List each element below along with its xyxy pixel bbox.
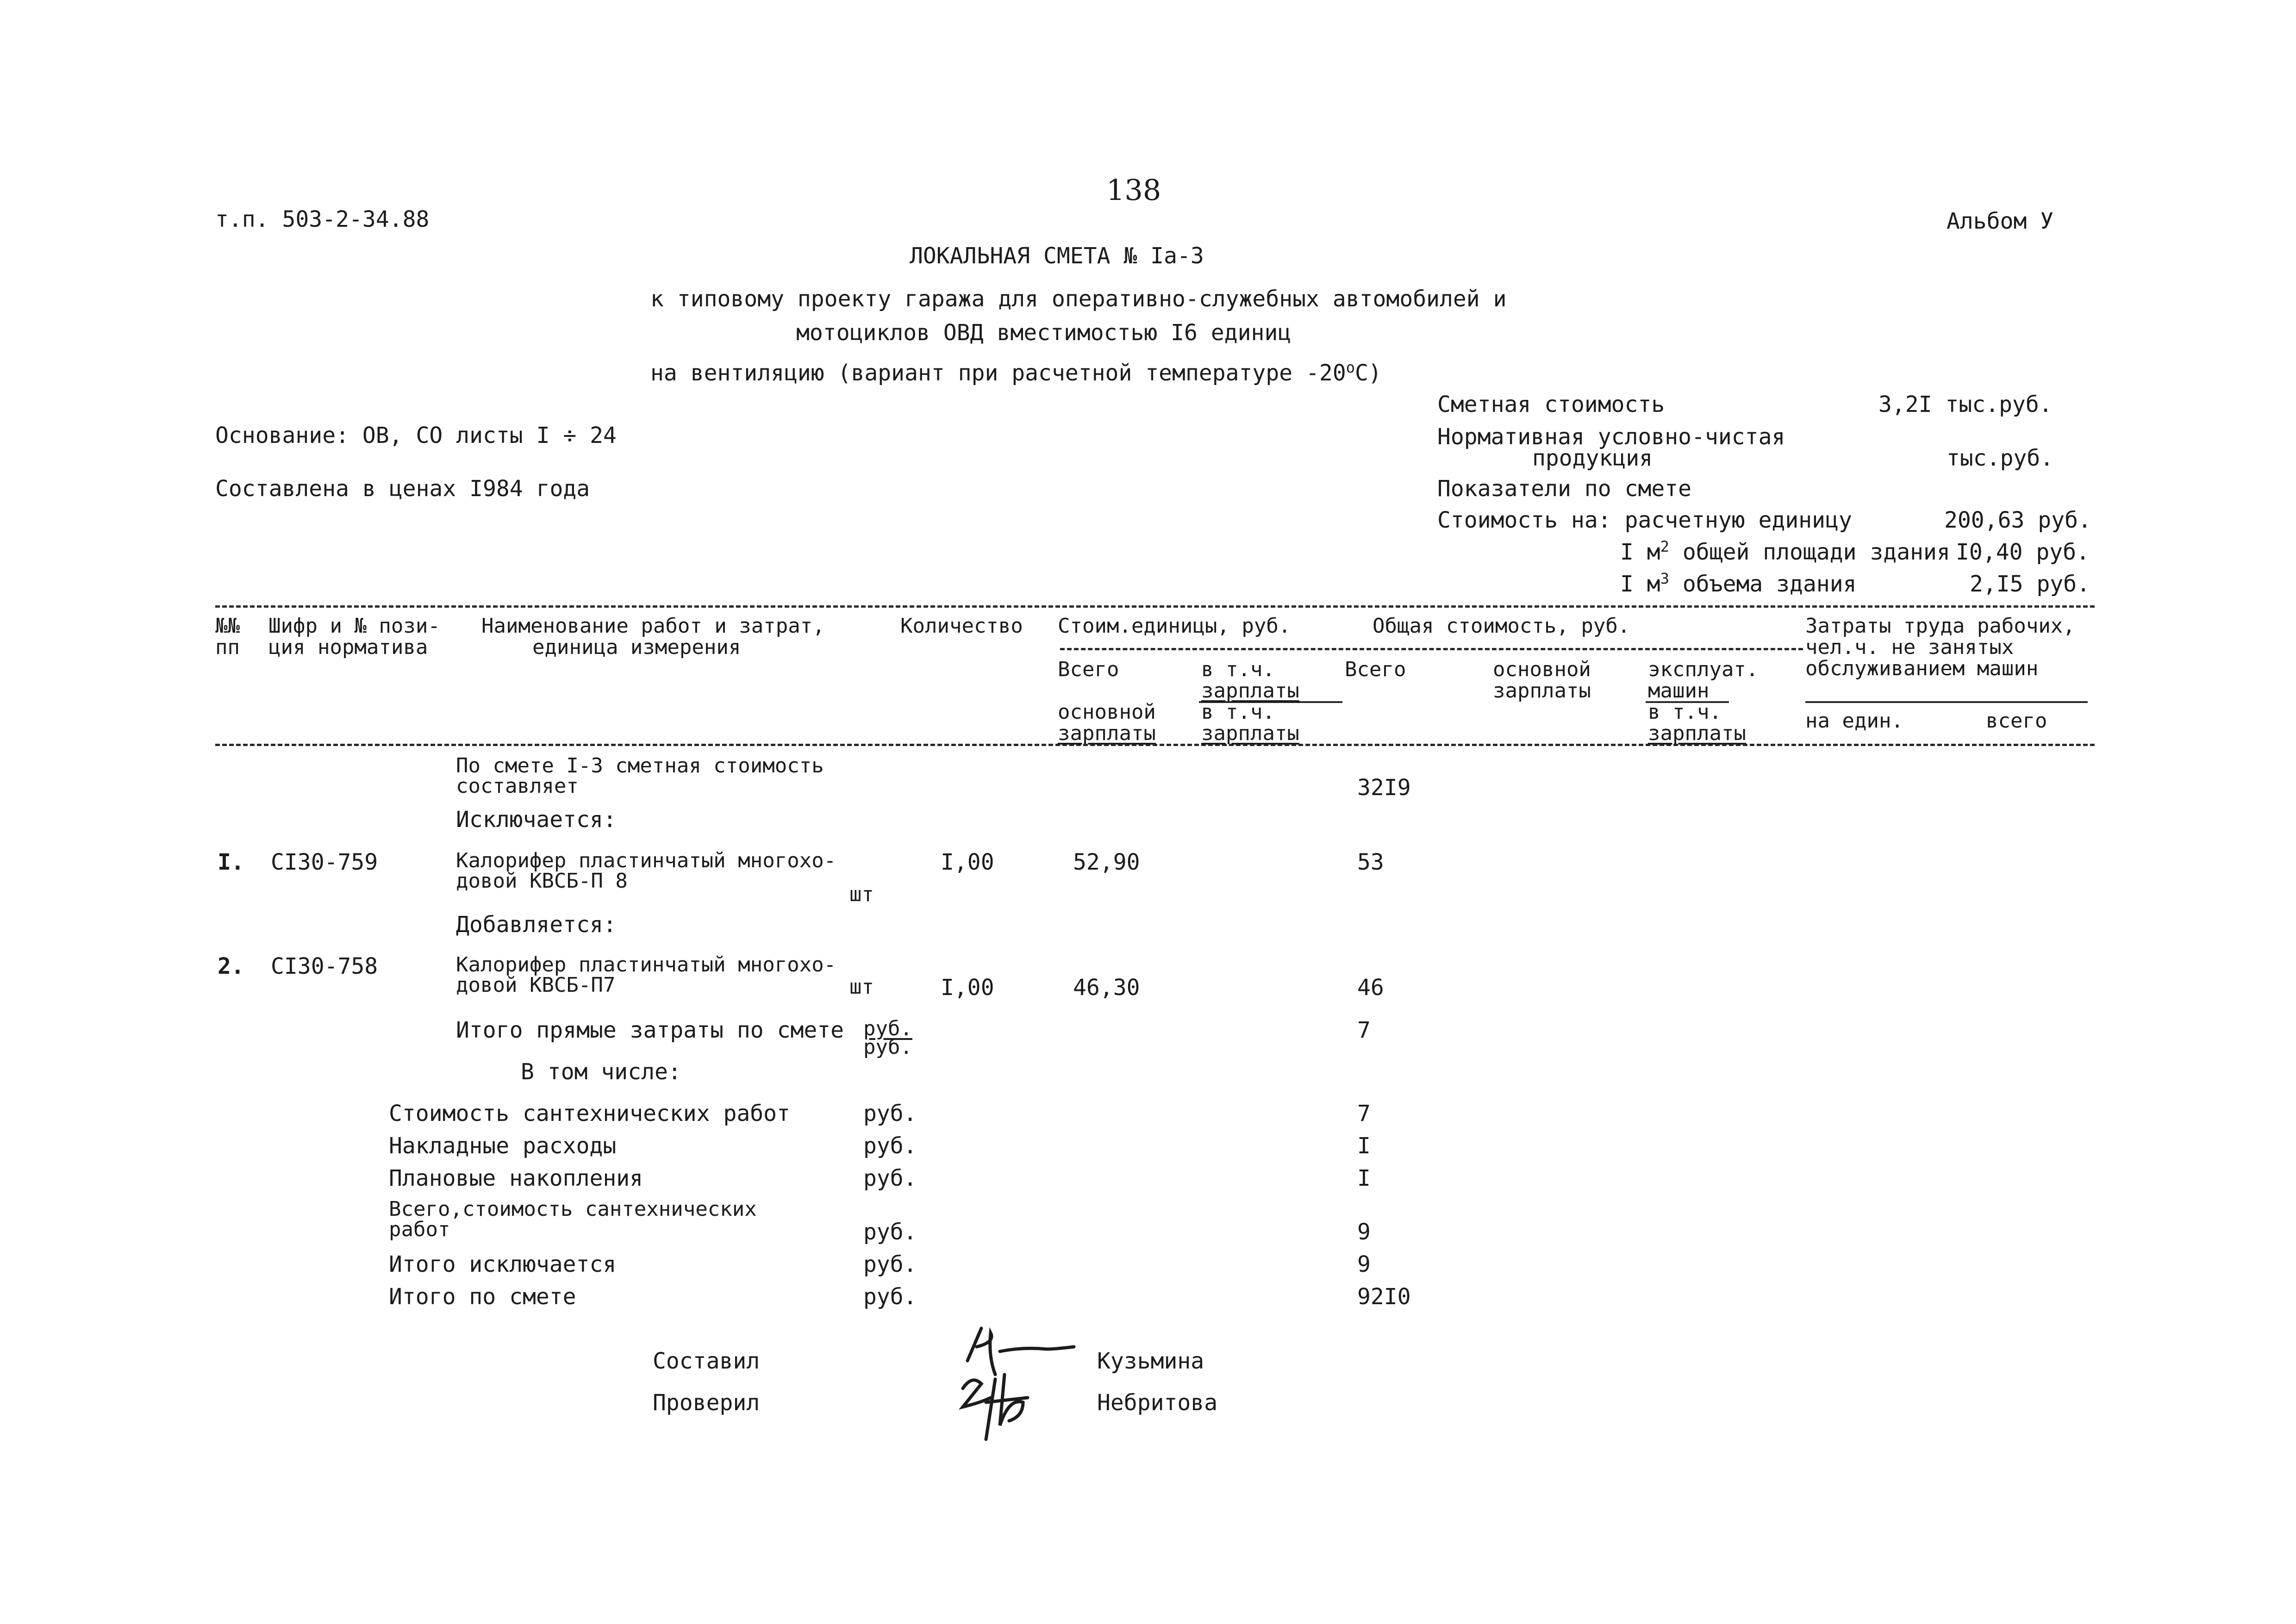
row-2-name-2: довой КВСБ-П7 xyxy=(456,973,616,997)
totals-label-2: Накладные расходы xyxy=(389,1133,617,1159)
including-heading: В том числе: xyxy=(521,1059,681,1085)
col-total-mach xyxy=(1648,659,1758,702)
signature-2-image xyxy=(954,1370,1065,1444)
row-1-name-1: Калорифер пластинчатый многохо- xyxy=(456,849,836,872)
totals-value-6: 92I0 xyxy=(1357,1284,1411,1310)
row-2-number: 2. xyxy=(218,953,244,979)
row-1-name-2: довой КВСБ-П 8 xyxy=(456,869,628,893)
col-unit-base-1: основной xyxy=(1058,700,1156,724)
col-total-cost: Общая стоимость, руб. xyxy=(1373,614,1630,638)
direct-costs-label: Итого прямые затраты по смете xyxy=(456,1017,844,1043)
direct-costs-unit xyxy=(863,1018,912,1058)
col-unit-base xyxy=(1058,702,1156,744)
basis-line: Основание: ОВ, СО листы I ÷ 24 xyxy=(215,423,617,448)
col-total-mach-incl-2: зарплаты xyxy=(1648,722,1746,745)
added-heading: Добавляется: xyxy=(456,912,617,938)
totals-value-4: 9 xyxy=(1357,1219,1371,1245)
col-name-1: Наименование работ и затрат, xyxy=(481,614,825,638)
totals-unit-4: руб. xyxy=(863,1219,917,1245)
col-unit-cost: Стоим.единицы, руб. xyxy=(1058,614,1291,638)
page-number: 138 xyxy=(1106,173,1161,207)
cost-per-area-value: I0,40 руб. xyxy=(1956,539,2090,565)
totals-label-1: Стоимость сантехнических работ xyxy=(389,1101,790,1126)
subtitle-line-3-end: С) xyxy=(1354,360,1382,386)
row-1-number: I. xyxy=(218,849,244,875)
cost-per-volume-value: 2,I5 руб. xyxy=(1970,571,2090,597)
row-1-code: СI30-759 xyxy=(271,849,378,875)
checked-by-name: Небритова xyxy=(1097,1390,1218,1416)
subtitle-line-3-text: на вентиляцию (вариант при расчетной температуре -20 xyxy=(650,360,1346,386)
col-code xyxy=(268,616,440,658)
cost-per-unit-label: Стоимость на: расчетную единицу xyxy=(1437,507,1852,533)
price-year-line: Составлена в ценах I984 года xyxy=(215,476,590,502)
col-name xyxy=(481,616,825,658)
degree-sign: о xyxy=(1346,359,1355,376)
table-top-rule xyxy=(215,605,2095,608)
table-header-rule-costs xyxy=(1060,648,1803,650)
row-1-quantity: I,00 xyxy=(941,849,994,875)
col-unit-incl2 xyxy=(1201,702,1299,744)
col-total-base-1: основной xyxy=(1493,658,1591,681)
row-2-total: 46 xyxy=(1357,975,1384,1001)
totals-value-2: I xyxy=(1357,1133,1371,1159)
totals-label-4: Всего,стоимость сантехнических xyxy=(389,1197,757,1221)
area-text: общей площади здания xyxy=(1669,539,1950,565)
normative-product-value: тыс.руб. xyxy=(1947,445,2054,471)
col-total-mach-incl xyxy=(1648,702,1746,744)
totals-unit-1: руб. xyxy=(863,1101,917,1126)
totals-label-6: Итого по смете xyxy=(389,1284,576,1310)
totals-label-5: Итого исключается xyxy=(389,1251,617,1277)
row-2-name-1: Калорифер пластинчатый многохо- xyxy=(456,953,836,977)
col-total-base xyxy=(1493,659,1591,702)
subtitle-line-2: мотоциклов ОВД вместимостью I6 единиц xyxy=(796,320,1292,346)
totals-unit-3: руб. xyxy=(863,1165,917,1191)
intro-line-1: По смете I-3 сметная стоимость xyxy=(456,754,824,778)
excluded-heading: Исключается: xyxy=(456,807,617,833)
totals-unit-6: руб. xyxy=(863,1284,917,1310)
col-unit-total: Всего xyxy=(1058,658,1119,681)
col-labor-2: чел.ч. не занятых xyxy=(1805,635,2014,659)
estimated-cost-value: 3,2I тыс.руб. xyxy=(1878,392,2053,417)
col-number xyxy=(215,616,240,658)
totals-value-1: 7 xyxy=(1357,1101,1371,1126)
col-number-2: пп xyxy=(215,635,240,659)
intro-line-2: составляет xyxy=(456,774,579,798)
col-labor-total: всего xyxy=(1986,709,2047,733)
indicators-label: Показатели по смете xyxy=(1437,476,1692,502)
cost-per-volume-label xyxy=(1620,572,1857,596)
volume-prefix: I м xyxy=(1620,571,1660,597)
totals-label-4b: работ xyxy=(389,1218,450,1241)
col-labor-1: Затраты труда рабочих, xyxy=(1805,614,2075,638)
col-code-2: ция норматива xyxy=(268,635,428,659)
direct-costs-unit-2: руб. xyxy=(863,1035,912,1059)
row-1-unit: шт xyxy=(849,883,874,906)
row-1-price: 52,90 xyxy=(1073,849,1140,875)
subtitle-line-1: к типовому проекту гаража для оперативно-служебных автомобилей и xyxy=(650,286,1507,312)
area-sup: 2 xyxy=(1660,538,1669,555)
album-label: Альбом У xyxy=(1947,208,2054,234)
compiled-by-label: Составил xyxy=(653,1348,760,1374)
row-2-unit: шт xyxy=(849,975,874,999)
col-total-mach-incl-1: в т.ч. xyxy=(1648,700,1722,724)
row-2-price: 46,30 xyxy=(1073,975,1140,1001)
compiled-by-name: Кузьмина xyxy=(1097,1348,1204,1374)
direct-costs-total: 7 xyxy=(1357,1017,1371,1043)
totals-unit-5: руб. xyxy=(863,1251,917,1277)
volume-text: объема здания xyxy=(1669,571,1857,597)
intro-total: 32I9 xyxy=(1357,775,1411,801)
area-prefix: I м xyxy=(1620,539,1660,565)
col-unit-incl2-2: зарплаты xyxy=(1201,722,1299,745)
table-header-rule-labor xyxy=(1805,701,2088,703)
normative-product-label-1: Нормативная условно-чистая xyxy=(1437,424,1785,450)
col-total-mach-1: эксплуат. xyxy=(1648,658,1759,681)
totals-label-3: Плановые накопления xyxy=(389,1165,643,1191)
col-name-2: единица измерения xyxy=(532,635,741,659)
col-labor-unit: на един. xyxy=(1805,709,1903,733)
totals-value-5: 9 xyxy=(1357,1251,1371,1277)
project-code: т.п. 503-2-34.88 xyxy=(215,206,430,232)
col-unit-incl-1: в т.ч. xyxy=(1201,658,1275,681)
col-unit-incl2-1: в т.ч. xyxy=(1201,700,1275,724)
totals-unit-2: руб. xyxy=(863,1133,917,1159)
col-labor xyxy=(1805,616,2075,679)
col-total-base-2: зарплаты xyxy=(1493,679,1591,703)
col-labor-3: обслуживанием машин xyxy=(1805,657,2039,680)
estimated-cost-label: Сметная стоимость xyxy=(1437,392,1665,417)
col-total-mach-2: машин xyxy=(1648,679,1710,703)
col-unit-incl xyxy=(1201,659,1299,702)
cost-per-area-label xyxy=(1620,540,1950,564)
col-total-all: Всего xyxy=(1345,658,1406,681)
col-unit-incl-2: зарплаты xyxy=(1201,679,1299,703)
direct-costs-unit-1: руб. xyxy=(863,1017,912,1040)
col-unit-base-2: зарплаты xyxy=(1058,722,1156,745)
checked-by-label: Проверил xyxy=(653,1390,760,1416)
cost-per-unit-value: 200,63 руб. xyxy=(1944,507,2091,533)
row-2-quantity: I,00 xyxy=(941,975,994,1001)
row-1-total: 53 xyxy=(1357,849,1384,875)
document-title: ЛОКАЛЬНАЯ СМЕТА № Iа-3 xyxy=(910,243,1204,269)
col-code-1: Шифр и № пози- xyxy=(268,614,440,638)
totals-value-3: I xyxy=(1357,1165,1371,1191)
subtitle-line-3 xyxy=(650,361,1382,385)
normative-product-label-2: продукция xyxy=(1532,445,1653,471)
row-2-code: СI30-758 xyxy=(271,953,378,979)
col-number-1: №№ xyxy=(215,614,240,638)
col-quantity: Количество xyxy=(900,614,1023,638)
volume-sup: 3 xyxy=(1660,570,1669,587)
